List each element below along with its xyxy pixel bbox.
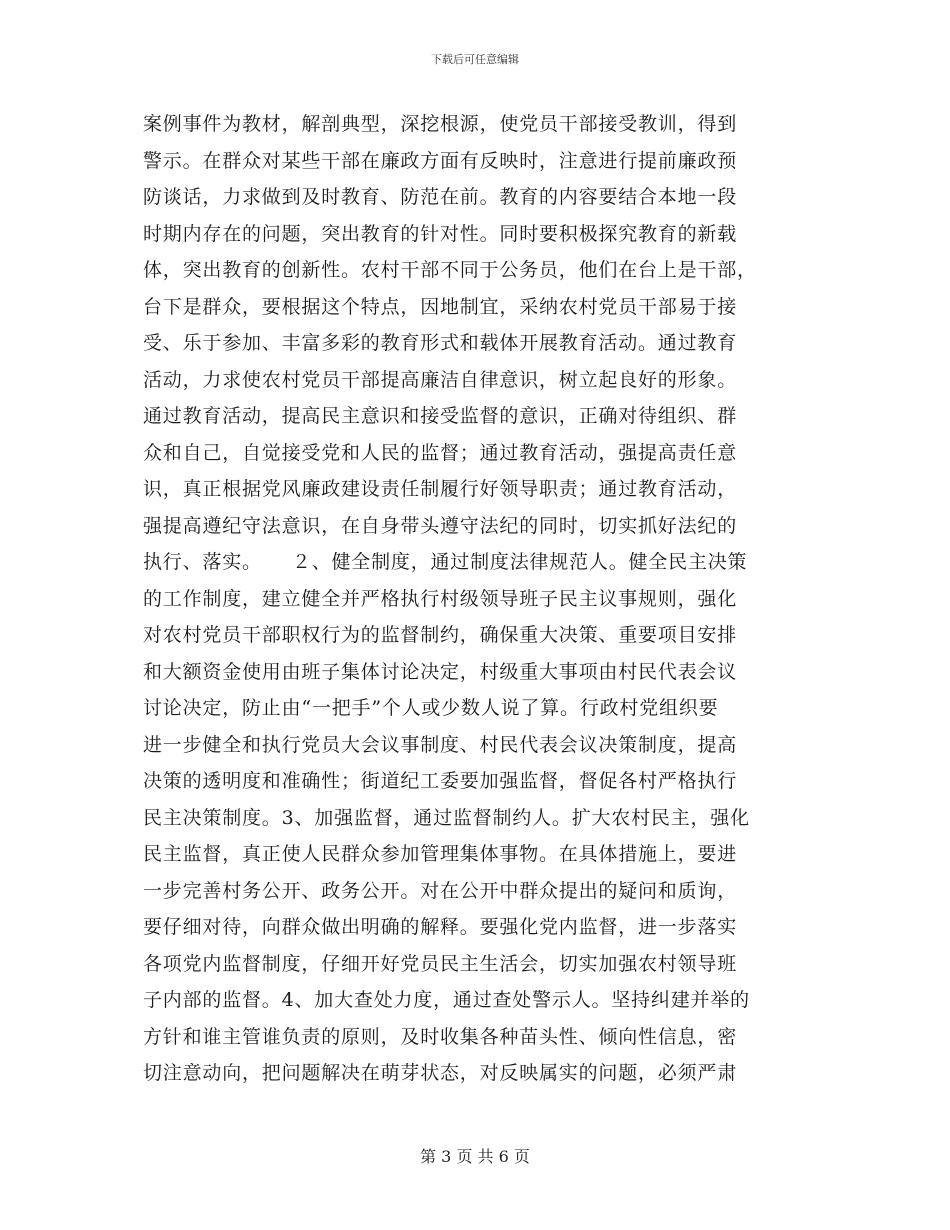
body-line: 子内部的监督。4、加大查处力度，通过查处警示人。坚持纠建并举的: [143, 989, 750, 1011]
body-line: 要仔细对待，向群众做出明确的解释。要强化党内监督，进一步落实: [143, 916, 738, 938]
body-line: 通过教育活动，提高民主意识和接受监督的意识，正确对待组织、群: [143, 405, 738, 427]
body-line: 的工作制度，建立健全并严格执行村级领导班子民主议事规则，强化: [143, 587, 738, 610]
body-line: 进一步健全和执行党员大会议事制度、村民代表会议决策制度，提高: [143, 733, 738, 756]
body-line: 时期内存在的问题，突出教育的针对性。同时要积极探究教育的新载: [143, 222, 738, 245]
body-text: [143, 106, 813, 1092]
body-line: 讨论决定，防止由“一把手”个人或少数人说了算。行政村党组织要: [143, 697, 719, 719]
body-line: 强提高遵纪守法意识，在自身带头遵守法纪的同时，切实抓好法纪的: [143, 514, 738, 537]
body-line: 防谈话，力求做到及时教育、防范在前。教育的内容要结合本地一段: [143, 186, 738, 208]
body-line: 执行、落实。 ２、健全制度，通过制度法律规范人。健全民主决策: [143, 551, 748, 573]
body-line: 案例事件为教材，解剖典型，深挖根源，使党员干部接受教训，得到: [143, 113, 738, 135]
body-line: 台下是群众，要根据这个特点，因地制宜，采纳农村党员干部易于接: [143, 295, 738, 318]
body-line: 识，真正根据党风廉政建设责任制履行好领导职责；通过教育活动，: [143, 478, 738, 500]
body-line: 警示。在群众对某些干部在廉政方面有反映时，注意进行提前廉政预: [143, 149, 738, 172]
body-line: 体，突出教育的创新性。农村干部不同于公务员，他们在台上是干部，: [143, 259, 757, 281]
body-line: 方针和谁主管谁负责的原则，及时收集各种苗头性、倾向性信息，密: [143, 1025, 738, 1048]
body-line: 受、乐于参加、丰富多彩的教育形式和载体开展教育活动。通过教育: [143, 332, 738, 354]
page-footer: 第 3 页 共 6 页: [420, 1147, 530, 1166]
page-header: 下载后可任意编辑: [431, 53, 519, 66]
body-line: 民主决策制度。3、加强监督，通过监督制约人。扩大农村民主，强化: [143, 806, 750, 829]
body-line: 一步完善村务公开、政务公开。对在公开中群众提出的疑问和质询，: [143, 879, 738, 902]
body-line: 众和自己，自觉接受党和人民的监督；通过教育活动，强提高责任意: [143, 441, 738, 464]
body-line: 各项党内监督制度，仔细开好党员民主生活会，切实加强农村领导班: [143, 952, 738, 975]
body-line: 对农村党员干部职权行为的监督制约，确保重大决策、重要项目安排: [143, 624, 738, 646]
body-line: 切注意动向，把问题解决在萌芽状态，对反映属实的问题，必须严肃: [143, 1062, 738, 1084]
body-line: 活动，力求使农村党员干部提高廉洁自律意识，树立起良好的形象。: [143, 368, 738, 391]
body-line: 和大额资金使用由班子集体讨论决定，村级重大事项由村民代表会议: [143, 660, 738, 683]
body-line: 决策的透明度和准确性；街道纪工委要加强监督，督促各村严格执行: [143, 770, 738, 792]
body-line: 民主监督，真正使人民群众参加管理集体事物。在具体措施上，要进: [143, 843, 738, 865]
